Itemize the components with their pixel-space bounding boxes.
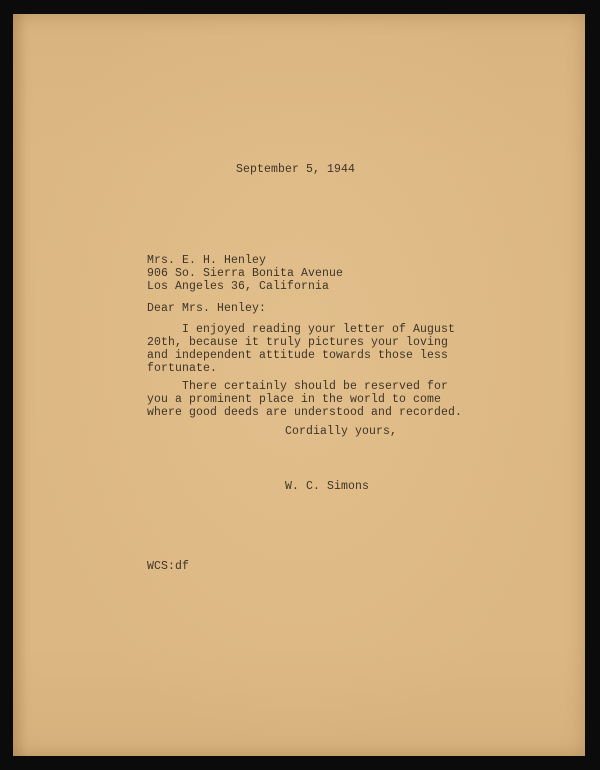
- signature-name: W. C. Simons: [285, 480, 370, 493]
- body-line: you a prominent place in the world to come: [147, 393, 442, 406]
- salutation: Dear Mrs. Henley:: [147, 302, 267, 315]
- body-line: where good deeds are understood and recorded.: [147, 406, 463, 419]
- letter-page: [13, 14, 585, 756]
- letter-date: September 5, 1944: [236, 163, 356, 176]
- recipient-street: 906 So. Sierra Bonita Avenue: [147, 267, 344, 280]
- typist-initials: WCS:df: [147, 560, 190, 573]
- body-line: and independent attitude towards those less: [147, 349, 449, 362]
- body-line: fortunate.: [147, 362, 218, 375]
- recipient-city: Los Angeles 36, California: [147, 280, 330, 293]
- closing: Cordially yours,: [285, 425, 398, 438]
- recipient-name: Mrs. E. H. Henley: [147, 254, 267, 267]
- body-line: 20th, because it truly pictures your loving: [147, 336, 449, 349]
- body-line: There certainly should be reserved for: [147, 380, 449, 393]
- body-line: I enjoyed reading your letter of August: [147, 323, 456, 336]
